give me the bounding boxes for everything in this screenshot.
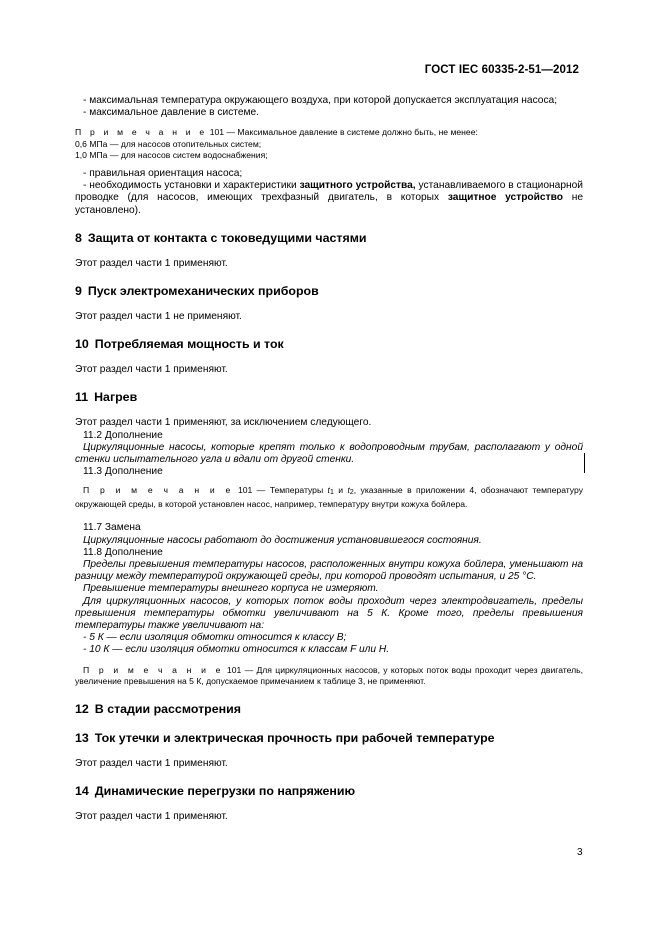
section-9-title: 9 Пуск электромеханических приборов xyxy=(75,283,319,298)
clause-11-8-bullet-2: - 10 К — если изоляция обмотки относится к классам F или Н. xyxy=(83,644,390,656)
clause-11-8-p1: Пределы превышения температуры насосов, расположенных внутри кожуха бойлера, уменьшают на разницу между температурой окружающей среды, при которой проводят испытания, и 25 °С. xyxy=(75,558,583,583)
note-line-water-supply: 1,0 МПа — для насосов систем водоснабжения; xyxy=(75,150,268,161)
clause-11-2-text: Циркуляционные насосы, которые крепят только к водопроводным трубам, располагают у одной стенки испытательного угла и вдали от другой стенки. xyxy=(75,441,583,465)
section-14-text: Этот раздел части 1 применяют. xyxy=(75,810,228,822)
section-12-title: 12 В стадии рассмотрения xyxy=(75,701,241,716)
section-13-title: 13 Ток утечки и электрическая прочность при рабочей температуре xyxy=(75,730,495,745)
section-8-text: Этот раздел части 1 применяют. xyxy=(75,257,228,269)
page-number: 3 xyxy=(577,847,583,858)
section-8-title: 8 Защита от контакта с токоведущими частями xyxy=(75,230,367,245)
clause-11-8-p2: Превышение температуры внешнего корпуса не измеряют. xyxy=(83,583,379,595)
clause-11-7-text: Циркуляционные насосы работают до достижения установившегося состояния. xyxy=(83,534,482,546)
requirement-protective-device: - необходимость установки и характеристики защитного устройства, устанавливаемого в стационарной проводке (для насосов, имеющих трехфазный двигатель, в которых защитное устройство не установлено). xyxy=(75,180,583,216)
requirement-max-pressure: - максимальное давление в системе. xyxy=(83,107,260,119)
page-content xyxy=(75,95,583,823)
section-11-title: 11 Нагрев xyxy=(75,390,138,405)
clause-11-2-head: 11.2 Дополнение xyxy=(83,429,163,441)
section-13-text: Этот раздел части 1 применяют. xyxy=(75,757,228,769)
change-bar xyxy=(584,453,585,473)
note-11-8: П р и м е ч а н и е 101 — Для циркуляционных насосов, у которых поток воды проходит через двигатель, увеличение превышения на 5 К, допускаемое примечанием к таблице 3, не применяют. xyxy=(75,664,583,687)
section-10-text: Этот раздел части 1 применяют. xyxy=(75,364,228,376)
requirement-max-ambient-temp: - максимальная температура окружающего воздуха, при которой допускается эксплуатация насоса; xyxy=(83,95,558,106)
clause-11-3-head: 11.3 Дополнение xyxy=(83,466,163,478)
note-text: 101 — Максимальное давление в системе должно быть, не менее: xyxy=(209,127,478,138)
note-11-3: П р и м е ч а н и е 101 — Температуры t1 и t2, указанные в приложении 4, обозначают температуру окружающей среды, в которой установлен насос, например, температуру внутри кожуха бойлера. xyxy=(75,485,583,509)
clause-11-8-bullet-1: - 5 К — если изоляция обмотки относится к классу В; xyxy=(83,632,347,644)
section-9-text: Этот раздел части 1 не применяют. xyxy=(75,310,242,322)
note-label: П р и м е ч а н и е xyxy=(75,127,208,138)
standard-header: ГОСТ IEC 60335-2-51—2012 xyxy=(424,64,579,76)
clause-11-8-head: 11.8 Дополнение xyxy=(83,546,163,558)
section-14-title: 14 Динамические перегрузки по напряжению xyxy=(75,783,356,798)
note-line-heating: 0,6 МПа — для насосов отопительных систем; xyxy=(75,138,262,149)
requirement-orientation: - правильная ориентация насоса; xyxy=(83,167,243,179)
clause-11-8-p3: Для циркуляционных насосов, у которых поток воды проходит через электродвигатель, пределы превышения температуры обмотки увеличивают на 5 К. Кроме того, пределы превышения температуры также увеличивают на: xyxy=(75,595,583,631)
clause-11-7-head: 11.7 Замена xyxy=(83,522,141,534)
section-11-text: Этот раздел части 1 применяют, за исключением следующего. xyxy=(75,417,372,429)
note-pressure xyxy=(75,127,583,162)
section-10-title: 10 Потребляемая мощность и ток xyxy=(75,337,284,352)
